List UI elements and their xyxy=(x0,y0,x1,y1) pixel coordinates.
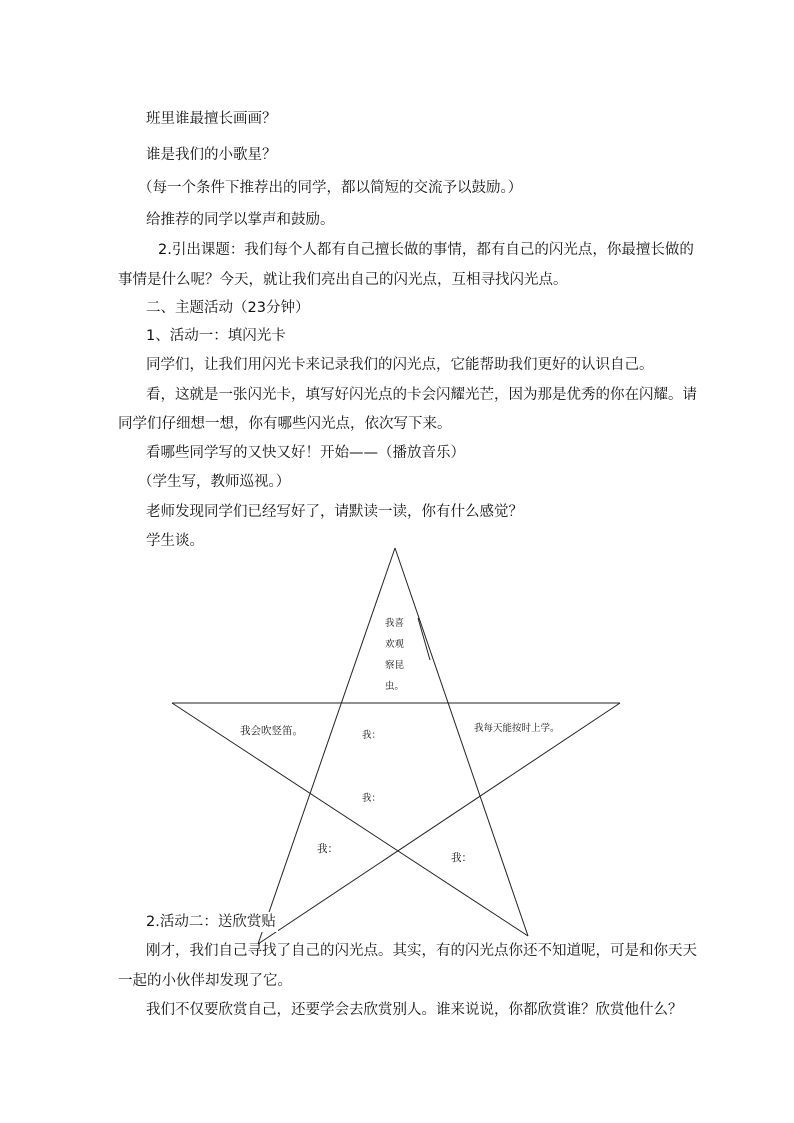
star-lower-left-text: 我： xyxy=(317,843,338,855)
paragraph-7: 同学们，让我们用闪光卡来记录我们的闪光点，它能帮助我们更好的认识自己。 xyxy=(146,357,654,373)
star-top-line-3: 察昆 xyxy=(385,660,405,671)
paragraph-9: 同学们仔细想一想，你有哪些闪光点，依次写下来。 xyxy=(118,416,452,432)
star-center-text-1: 我： xyxy=(362,730,382,741)
star-edge-right-arm xyxy=(258,703,620,944)
star-edge-top-right xyxy=(395,548,528,936)
paragraph-1: 班里谁最擅长画画？ xyxy=(146,111,277,127)
paragraph-3: （每一个条件下推荐出的同学，都以简短的交流予以鼓励。） xyxy=(138,180,523,196)
paragraph-5: 2.引出课题：我们每个人都有自己擅长做的事情，都有自己的闪光点，你最擅长做的 xyxy=(158,242,694,258)
star-divider-stroke xyxy=(418,618,430,660)
paragraph-2: 谁是我们的小歌星？ xyxy=(146,147,277,163)
paragraph-14: 刚才，我们自己寻找了自己的闪光点。其实，有的闪光点你还不知道呢，可是和你天天 xyxy=(146,943,697,959)
star-top-line-2: 欢观 xyxy=(385,639,405,650)
star-edge-left-arm xyxy=(172,703,528,936)
paragraph-11: （学生写，教师巡视。） xyxy=(138,474,291,490)
activity-1-heading: 1、活动一：填闪光卡 xyxy=(146,328,286,344)
paragraph-6: 事情是什么呢？今天，就让我们亮出自己的闪光点，互相寻找闪光点。 xyxy=(118,272,568,288)
paragraph-16: 我们不仅要欣赏自己，还要学会去欣赏别人。谁来说说，你都欣赏谁？欣赏他什么？ xyxy=(146,1002,683,1018)
star-center-text-2: 我： xyxy=(362,793,382,804)
paragraph-8: 看，这就是一张闪光卡，填写好闪光点的卡会闪耀光芒，因为那是优秀的你在闪耀。请 xyxy=(146,387,697,403)
section-heading-2: 二、主题活动（23分钟） xyxy=(146,300,310,316)
paragraph-10: 看哪些同学写的又快又好！开始——（播放音乐） xyxy=(146,445,465,461)
paragraph-4: 给推荐的同学以掌声和鼓励。 xyxy=(146,212,335,228)
activity-2-heading: 2.活动二：送欣赏贴 xyxy=(146,914,276,930)
paragraph-15: 一起的小伙伴却发现了它。 xyxy=(118,973,292,989)
star-edge-top-left xyxy=(258,548,395,944)
star-right-point-text: 我每天能按时上学。 xyxy=(474,723,560,734)
star-lower-right-text: 我： xyxy=(451,852,472,864)
star-top-line-1: 我喜 xyxy=(385,618,405,629)
paragraph-12: 老师发现同学们已经写好了，请默读一读，你有什么感觉？ xyxy=(146,504,523,520)
paragraph-13: 学生谈。 xyxy=(146,533,204,549)
star-left-point-text: 我会吹竖笛。 xyxy=(240,725,303,737)
star-top-line-4: 虫。 xyxy=(385,681,405,692)
